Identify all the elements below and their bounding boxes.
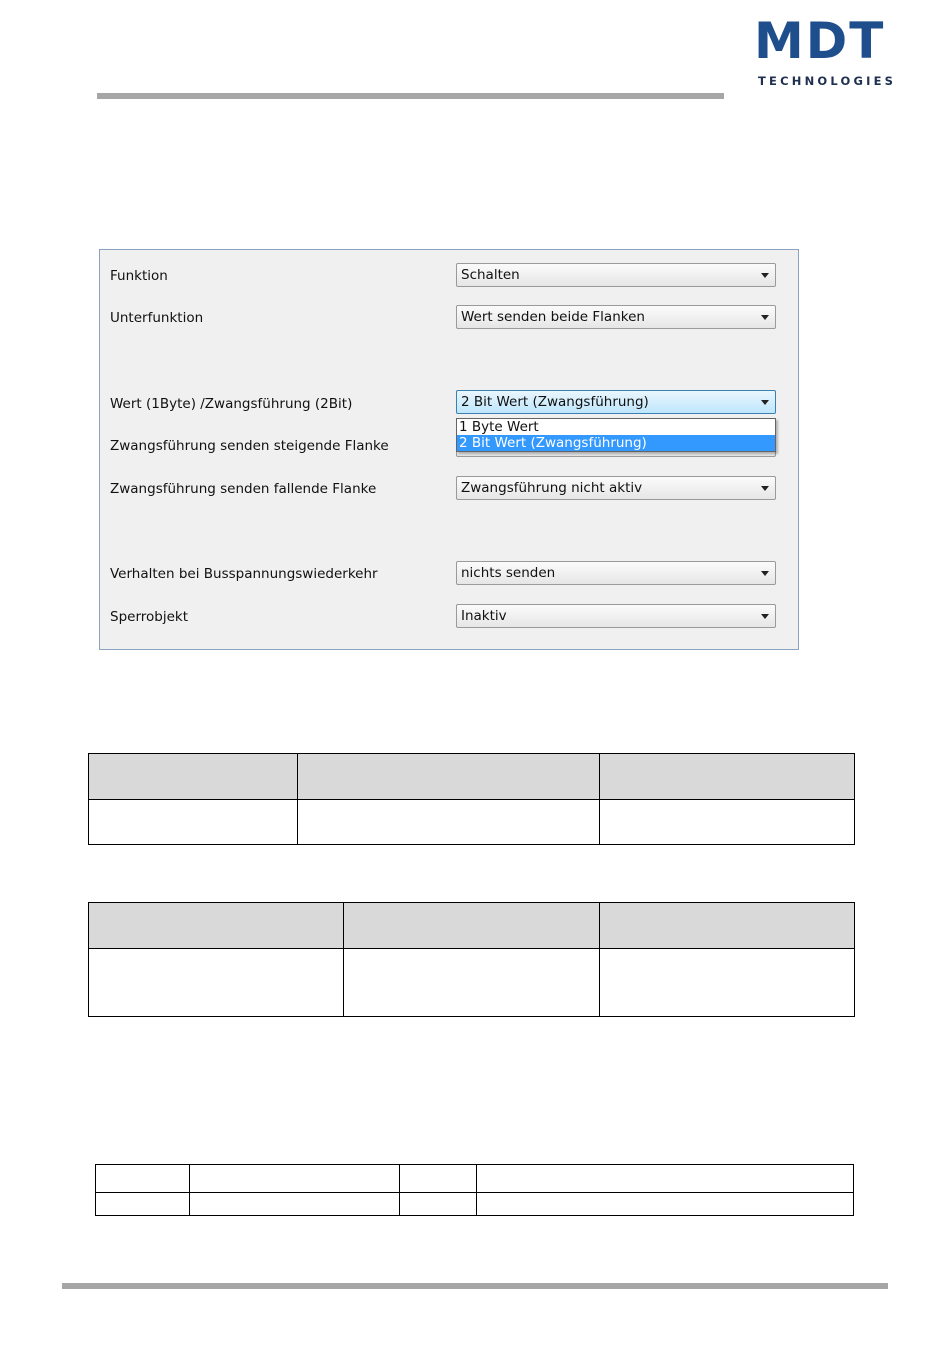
select-value: Wert senden beide Flanken (461, 309, 645, 325)
param-label-wert: Wert (1Byte) /Zwangsführung (2Bit) (110, 396, 353, 412)
param-label-steigende-flanke: Zwangsführung senden steigende Flanke (110, 438, 389, 454)
parameter-dialog (99, 249, 799, 650)
table-header-cell (344, 903, 599, 949)
table-cell (189, 1165, 399, 1193)
dropdown-option[interactable] (457, 419, 775, 435)
chevron-down-icon (761, 486, 769, 491)
table-header-cell (298, 754, 599, 800)
param-label-funktion: Funktion (110, 268, 168, 284)
table-2 (88, 902, 855, 1017)
table-cell (477, 1165, 854, 1193)
option-label: 2 Bit Wert (Zwangsführung) (459, 435, 647, 451)
table-header-cell (599, 903, 854, 949)
chevron-down-icon (761, 315, 769, 320)
param-label-fallende-flanke: Zwangsführung senden fallende Flanke (110, 481, 377, 497)
table-3 (95, 1164, 854, 1216)
chevron-down-icon (761, 400, 769, 405)
chevron-down-icon (761, 273, 769, 278)
select-value: Schalten (461, 267, 520, 283)
table-header-cell (599, 754, 854, 800)
chevron-down-icon (761, 614, 769, 619)
table-header-row (89, 903, 855, 949)
param-label-busspannung: Verhalten bei Busspannungswiederkehr (110, 566, 378, 582)
select-value: 2 Bit Wert (Zwangsführung) (461, 394, 649, 410)
dropdown-list (456, 418, 776, 452)
unterfunktion-select[interactable] (456, 305, 776, 329)
table-cell (399, 1193, 477, 1216)
table-row (96, 1165, 854, 1193)
select-value: Zwangsführung nicht aktiv (461, 480, 643, 496)
funktion-select[interactable] (456, 263, 776, 287)
sperrobjekt-select[interactable] (456, 604, 776, 628)
wert-zwangsfuehrung-select[interactable] (456, 390, 776, 414)
mdt-logo (754, 12, 900, 90)
footer-rule (62, 1283, 888, 1289)
param-label-sperrobjekt: Sperrobjekt (110, 609, 189, 625)
logo-subtitle: TECHNOLOGIES (758, 74, 897, 88)
logo-mark: MDT (754, 12, 886, 70)
table-cell (89, 800, 298, 845)
table-row (89, 949, 855, 1017)
table-cell (96, 1165, 190, 1193)
table-cell (96, 1193, 190, 1216)
header-rule (97, 93, 724, 99)
table-cell (344, 949, 599, 1017)
table-header-cell (89, 754, 298, 800)
dropdown-option-selected[interactable] (457, 435, 775, 451)
table-cell (477, 1193, 854, 1216)
table-cell (298, 800, 599, 845)
table-cell (399, 1165, 477, 1193)
table-cell (599, 949, 854, 1017)
table-cell (189, 1193, 399, 1216)
table-header-cell (89, 903, 344, 949)
table-row (96, 1193, 854, 1216)
select-value: Inaktiv (461, 608, 507, 624)
table-cell (599, 800, 854, 845)
option-label: 1 Byte Wert (459, 419, 539, 435)
table-1 (88, 753, 855, 845)
chevron-down-icon (761, 571, 769, 576)
table-header-row (89, 754, 855, 800)
param-label-unterfunktion: Unterfunktion (110, 310, 204, 326)
select-value: nichts senden (461, 565, 556, 581)
table-cell (89, 949, 344, 1017)
busspannung-select[interactable] (456, 561, 776, 585)
table-row (89, 800, 855, 845)
fallende-flanke-select[interactable] (456, 476, 776, 500)
